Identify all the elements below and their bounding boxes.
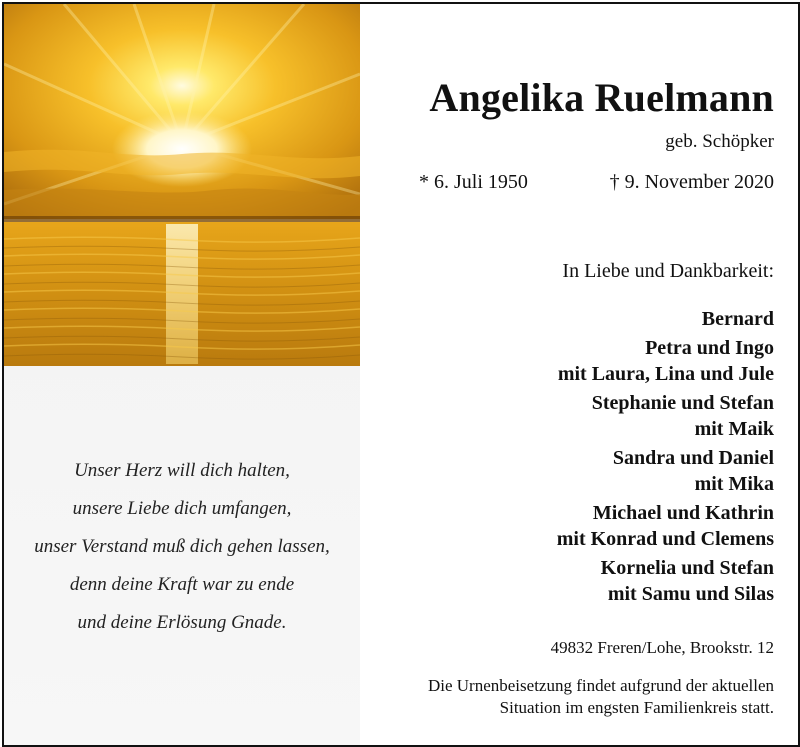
birth-name: geb. Schöpker xyxy=(665,131,774,152)
family-member: Stephanie und Stefan xyxy=(591,392,774,414)
poem-line: und deine Erlösung Gnade. xyxy=(77,612,287,633)
left-column xyxy=(4,4,360,745)
burial-note-line: Situation im engsten Familienkreis statt. xyxy=(499,698,774,717)
family-member: Bernard xyxy=(701,308,774,330)
family-member: Kornelia und Stefan xyxy=(600,557,774,579)
deceased-name: Angelika Ruelmann xyxy=(429,75,774,120)
family-member: Petra und Ingo xyxy=(645,337,774,359)
family-group xyxy=(557,500,774,552)
family-member: mit Konrad und Clemens xyxy=(556,528,774,550)
family-group xyxy=(557,555,774,607)
poem xyxy=(4,452,360,642)
family-group xyxy=(557,445,774,497)
family-member: mit Mika xyxy=(694,473,774,495)
poem-line: unser Verstand muß dich gehen lassen, xyxy=(34,536,330,557)
right-column xyxy=(360,4,798,745)
burial-note xyxy=(428,675,774,719)
family-member: Michael und Kathrin xyxy=(592,502,774,524)
poem-line: denn deine Kraft war zu ende xyxy=(69,574,295,595)
family-list xyxy=(557,306,774,610)
birth-date: * 6. Juli 1950 xyxy=(419,171,528,193)
family-member: mit Laura, Lina und Jule xyxy=(557,363,774,385)
family-member: Sandra und Daniel xyxy=(612,447,774,469)
family-group xyxy=(557,335,774,387)
family-group xyxy=(557,390,774,442)
obituary-notice xyxy=(2,2,800,747)
sunset-over-sea-image xyxy=(4,4,360,366)
family-member: mit Samu und Silas xyxy=(607,583,774,605)
burial-note-line: Die Urnenbeisetzung findet aufgrund der aktuellen xyxy=(427,676,774,695)
address: 49832 Freren/Lohe, Brookstr. 12 xyxy=(550,638,774,657)
dedication: In Liebe und Dankbarkeit: xyxy=(562,260,774,282)
death-date: † 9. November 2020 xyxy=(609,171,774,193)
poem-line: Unser Herz will dich halten, xyxy=(74,460,290,481)
poem-line: unsere Liebe dich umfangen, xyxy=(72,498,292,519)
family-group xyxy=(557,306,774,332)
family-member: mit Maik xyxy=(694,418,774,440)
